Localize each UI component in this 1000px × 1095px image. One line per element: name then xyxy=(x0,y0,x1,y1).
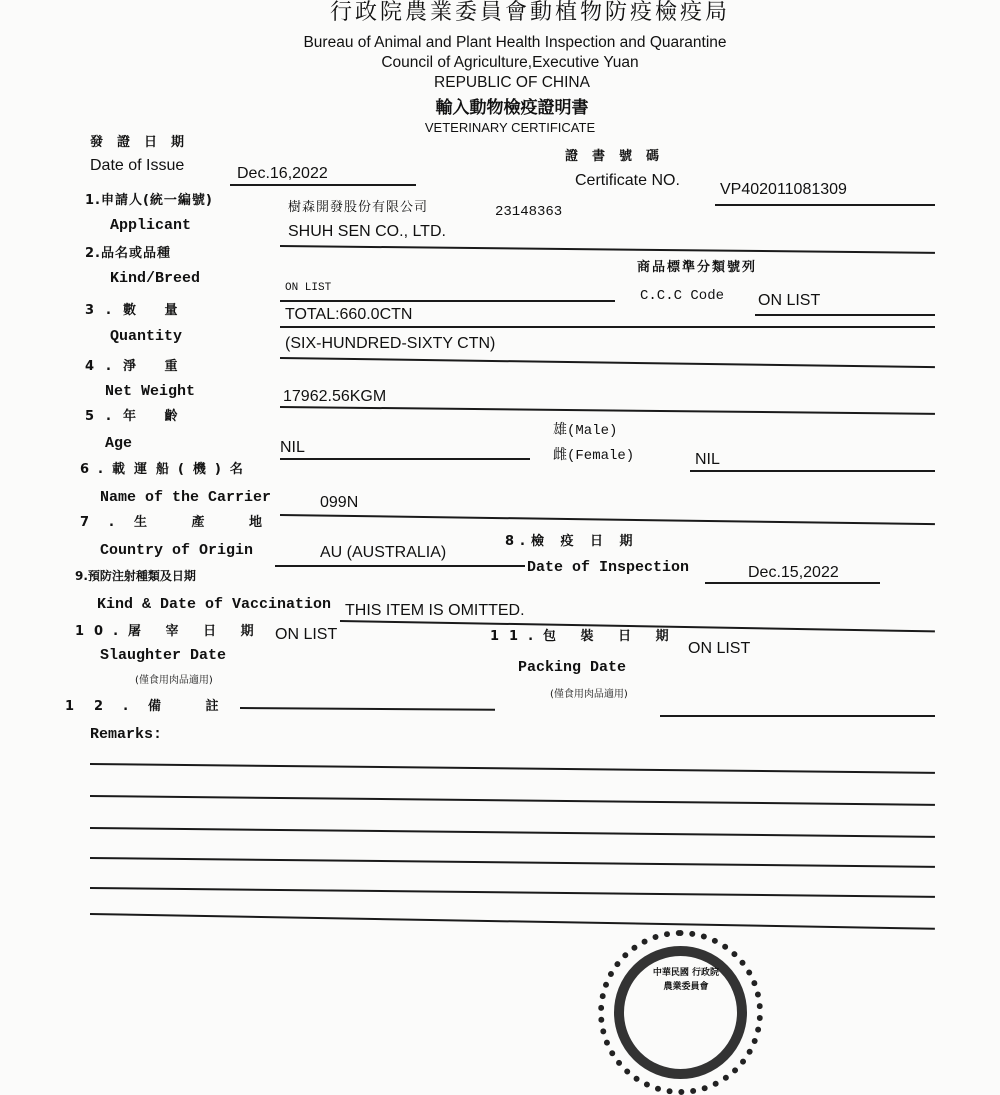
age-label: Age xyxy=(105,435,133,452)
kind-label: Kind/Breed xyxy=(110,270,201,287)
carrier-label: Name of the Carrier xyxy=(100,489,272,506)
vaccination-label-zh: 9.預防注射種類及日期 xyxy=(75,569,196,583)
inspection-date: Dec.15,2022 xyxy=(748,564,839,581)
remarks-line xyxy=(90,763,935,774)
inspection-label: Date of Inspection xyxy=(527,559,690,576)
applicant-id: 23148363 xyxy=(495,204,563,220)
weight-value: 17962.56KGM xyxy=(283,388,387,405)
quantity-words: (SIX-HUNDRED-SIXTY CTN) xyxy=(285,335,496,352)
vaccination-value: THIS ITEM IS OMITTED. xyxy=(345,602,525,619)
slaughter-label-zh: 10.屠 宰 日 期 xyxy=(75,624,264,639)
sex-value: NIL xyxy=(695,451,720,468)
quantity-label-zh: 3.數 量 xyxy=(85,303,190,318)
applicant-label-zh: 1.申請人(統一編號) xyxy=(85,193,213,208)
applicant-value: SHUH SEN CO., LTD. xyxy=(288,223,446,240)
quantity-label: Quantity xyxy=(110,328,183,345)
weight-label-zh: 4.淨 重 xyxy=(85,359,190,374)
doc-title: VETERINARY CERTIFICATE xyxy=(424,120,596,135)
remarks-line xyxy=(90,827,935,838)
carrier-label-zh: 6.載運船(機)名 xyxy=(80,462,252,477)
ccc-label: C.C.C Code xyxy=(640,288,725,304)
age-label-zh: 5.年 齡 xyxy=(85,409,190,424)
male-label: 雄(Male) xyxy=(553,423,618,439)
origin-label-zh: 7.生 產 地 xyxy=(80,515,283,530)
cert-label: Certificate NO. xyxy=(575,172,680,189)
doc-title-zh: 輸入動物檢疫證明書 xyxy=(435,98,589,118)
remarks-line xyxy=(90,795,935,806)
age-value: NIL xyxy=(280,439,305,456)
remarks-line xyxy=(90,857,935,868)
weight-label: Net Weight xyxy=(105,383,196,400)
quantity-value: TOTAL:660.0CTN xyxy=(285,306,413,323)
applicant-name-zh: 樹森開發股份有限公司 xyxy=(288,200,429,215)
kind-value: ON LIST xyxy=(285,282,332,294)
female-label: 雌(Female) xyxy=(553,448,635,464)
remarks-label: Remarks: xyxy=(90,726,163,743)
seal-text: 中華民國 行政院農業委員會 xyxy=(652,968,720,993)
title-zh: 行政院農業委員會動植物防疫檢疫局 xyxy=(329,0,731,25)
packing-label: Packing Date xyxy=(518,659,627,676)
applicant-label: Applicant xyxy=(110,217,192,234)
ccc-value: ON LIST xyxy=(758,292,821,309)
carrier-value: 099N xyxy=(320,494,359,511)
remarks-line xyxy=(90,913,935,930)
cert-number: VP402011081309 xyxy=(720,181,847,198)
remarks-label-zh: 12.備 註 xyxy=(65,699,239,714)
packing-note: (僅食用肉品適用) xyxy=(550,689,628,700)
cert-label-zh: 證書號碼 xyxy=(565,149,674,164)
packing-label-zh: 11.包 裝 日 期 xyxy=(490,629,679,644)
slaughter-value: ON LIST xyxy=(275,626,338,643)
kind-label-zh: 2.品名或品種 xyxy=(85,246,171,261)
packing-value: ON LIST xyxy=(688,640,751,657)
origin-label: Country of Origin xyxy=(100,542,254,559)
issue-label: Date of Issue xyxy=(90,157,185,174)
origin-value: AU (AUSTRALIA) xyxy=(320,544,447,561)
slaughter-label: Slaughter Date xyxy=(100,647,227,664)
council-name: Council of Agriculture,Executive Yuan xyxy=(381,54,639,71)
slaughter-note: (僅食用肉品適用) xyxy=(135,675,213,686)
issue-label-zh: 發證日期 xyxy=(90,135,199,150)
inspection-label-zh: 8.檢 疫 日 期 xyxy=(505,534,639,549)
country-name: REPUBLIC OF CHINA xyxy=(434,74,590,91)
remarks-line xyxy=(90,887,935,898)
vaccination-label: Kind & Date of Vaccination xyxy=(97,596,332,613)
official-seal xyxy=(598,930,763,1095)
ccc-label-zh: 商品標準分類號列 xyxy=(637,260,758,275)
bureau-name: Bureau of Animal and Plant Health Inspection and Quarantine xyxy=(303,34,727,51)
issue-date: Dec.16,2022 xyxy=(237,165,328,182)
